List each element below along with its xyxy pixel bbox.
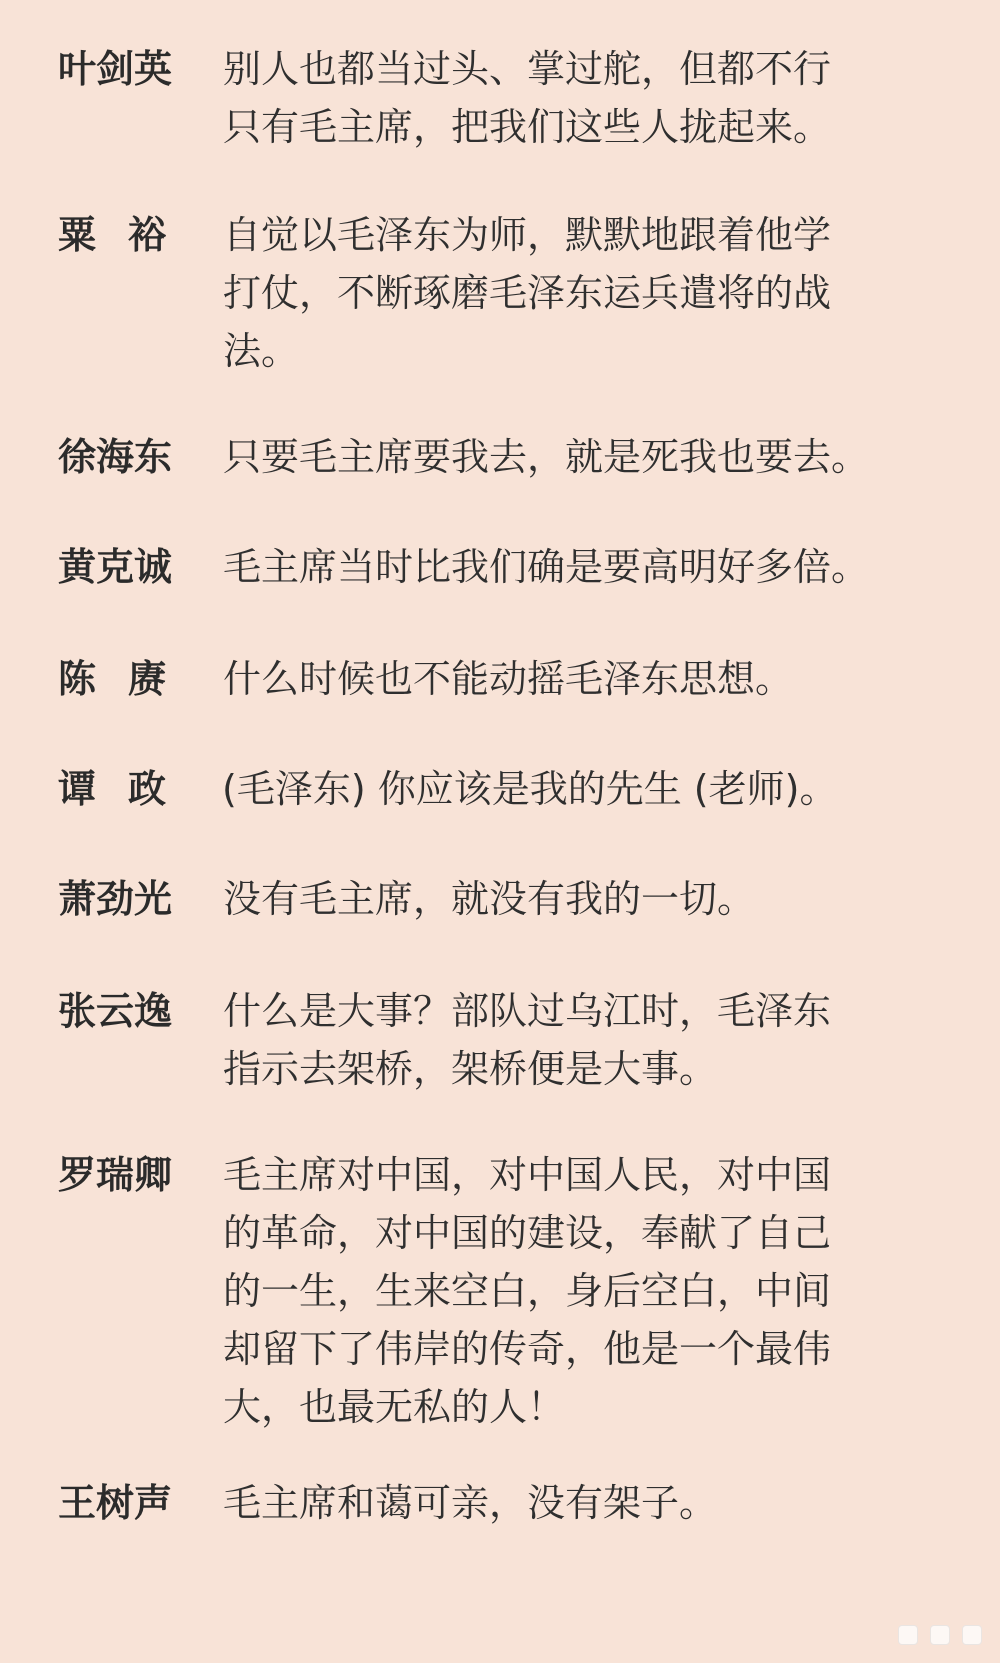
speaker-name: 王树声	[58, 1481, 173, 1525]
quote-line: 的一生，生来空白，身后空白，中间	[223, 1269, 832, 1313]
quote-line: 打仗，不断琢磨毛泽东运兵遣将的战	[223, 271, 832, 315]
quote-text	[223, 206, 923, 380]
quote-line: 什么时候也不能动摇毛泽东思想。	[223, 657, 794, 701]
speaker-name: 张云逸	[58, 989, 173, 1033]
quote-text	[222, 760, 922, 818]
speaker-name: 陈赓	[58, 657, 199, 701]
quote-line: 的革命，对中国的建设，奉献了自己	[223, 1211, 832, 1255]
quote-line: 毛主席对中国，对中国人民，对中国	[223, 1153, 832, 1197]
quote-line: 什么是大事？部队过乌江时，毛泽东	[223, 989, 832, 1033]
watermark-square-icon	[898, 1625, 918, 1645]
quote-text	[223, 870, 923, 928]
quote-line: 只要毛主席要我去，就是死我也要去。	[223, 435, 870, 479]
speaker-name: 谭政	[58, 767, 199, 811]
quote-line: 只有毛主席，把我们这些人拢起来。	[223, 105, 832, 149]
quote-line: 毛主席和蔼可亲，没有架子。	[223, 1481, 718, 1525]
quote-text	[223, 538, 923, 596]
corner-watermark	[898, 1625, 982, 1645]
quote-text	[223, 1146, 923, 1436]
quote-text	[223, 428, 923, 486]
quote-line: 却留下了伟岸的传奇，他是一个最伟	[223, 1327, 832, 1371]
speaker-name: 徐海东	[58, 435, 173, 479]
quote-line: 毛主席当时比我们确是要高明好多倍。	[223, 545, 870, 589]
quote-line: 大，也最无私的人！	[223, 1385, 566, 1429]
speaker-name: 叶剑英	[58, 47, 173, 91]
quote-line: 自觉以毛泽东为师，默默地跟着他学	[223, 213, 832, 257]
watermark-square-icon	[930, 1625, 950, 1645]
quote-text	[223, 1474, 923, 1532]
speaker-name: 粟裕	[58, 213, 199, 257]
watermark-square-icon	[962, 1625, 982, 1645]
quote-line: 没有毛主席，就没有我的一切。	[223, 877, 756, 921]
quote-line: 指示去架桥，架桥便是大事。	[223, 1047, 718, 1091]
quote-text	[223, 982, 923, 1098]
quote-line: 法。	[223, 329, 300, 373]
speaker-name: 萧劲光	[58, 877, 173, 921]
speaker-name: 罗瑞卿	[58, 1153, 173, 1197]
quote-text	[223, 650, 923, 708]
quote-text	[223, 40, 923, 156]
speaker-name: 黄克诚	[58, 545, 173, 589]
quote-line: (毛泽东) 你应该是我的先生 (老师)。	[222, 767, 838, 811]
quote-line: 别人也都当过头、掌过舵，但都不行	[223, 47, 832, 91]
